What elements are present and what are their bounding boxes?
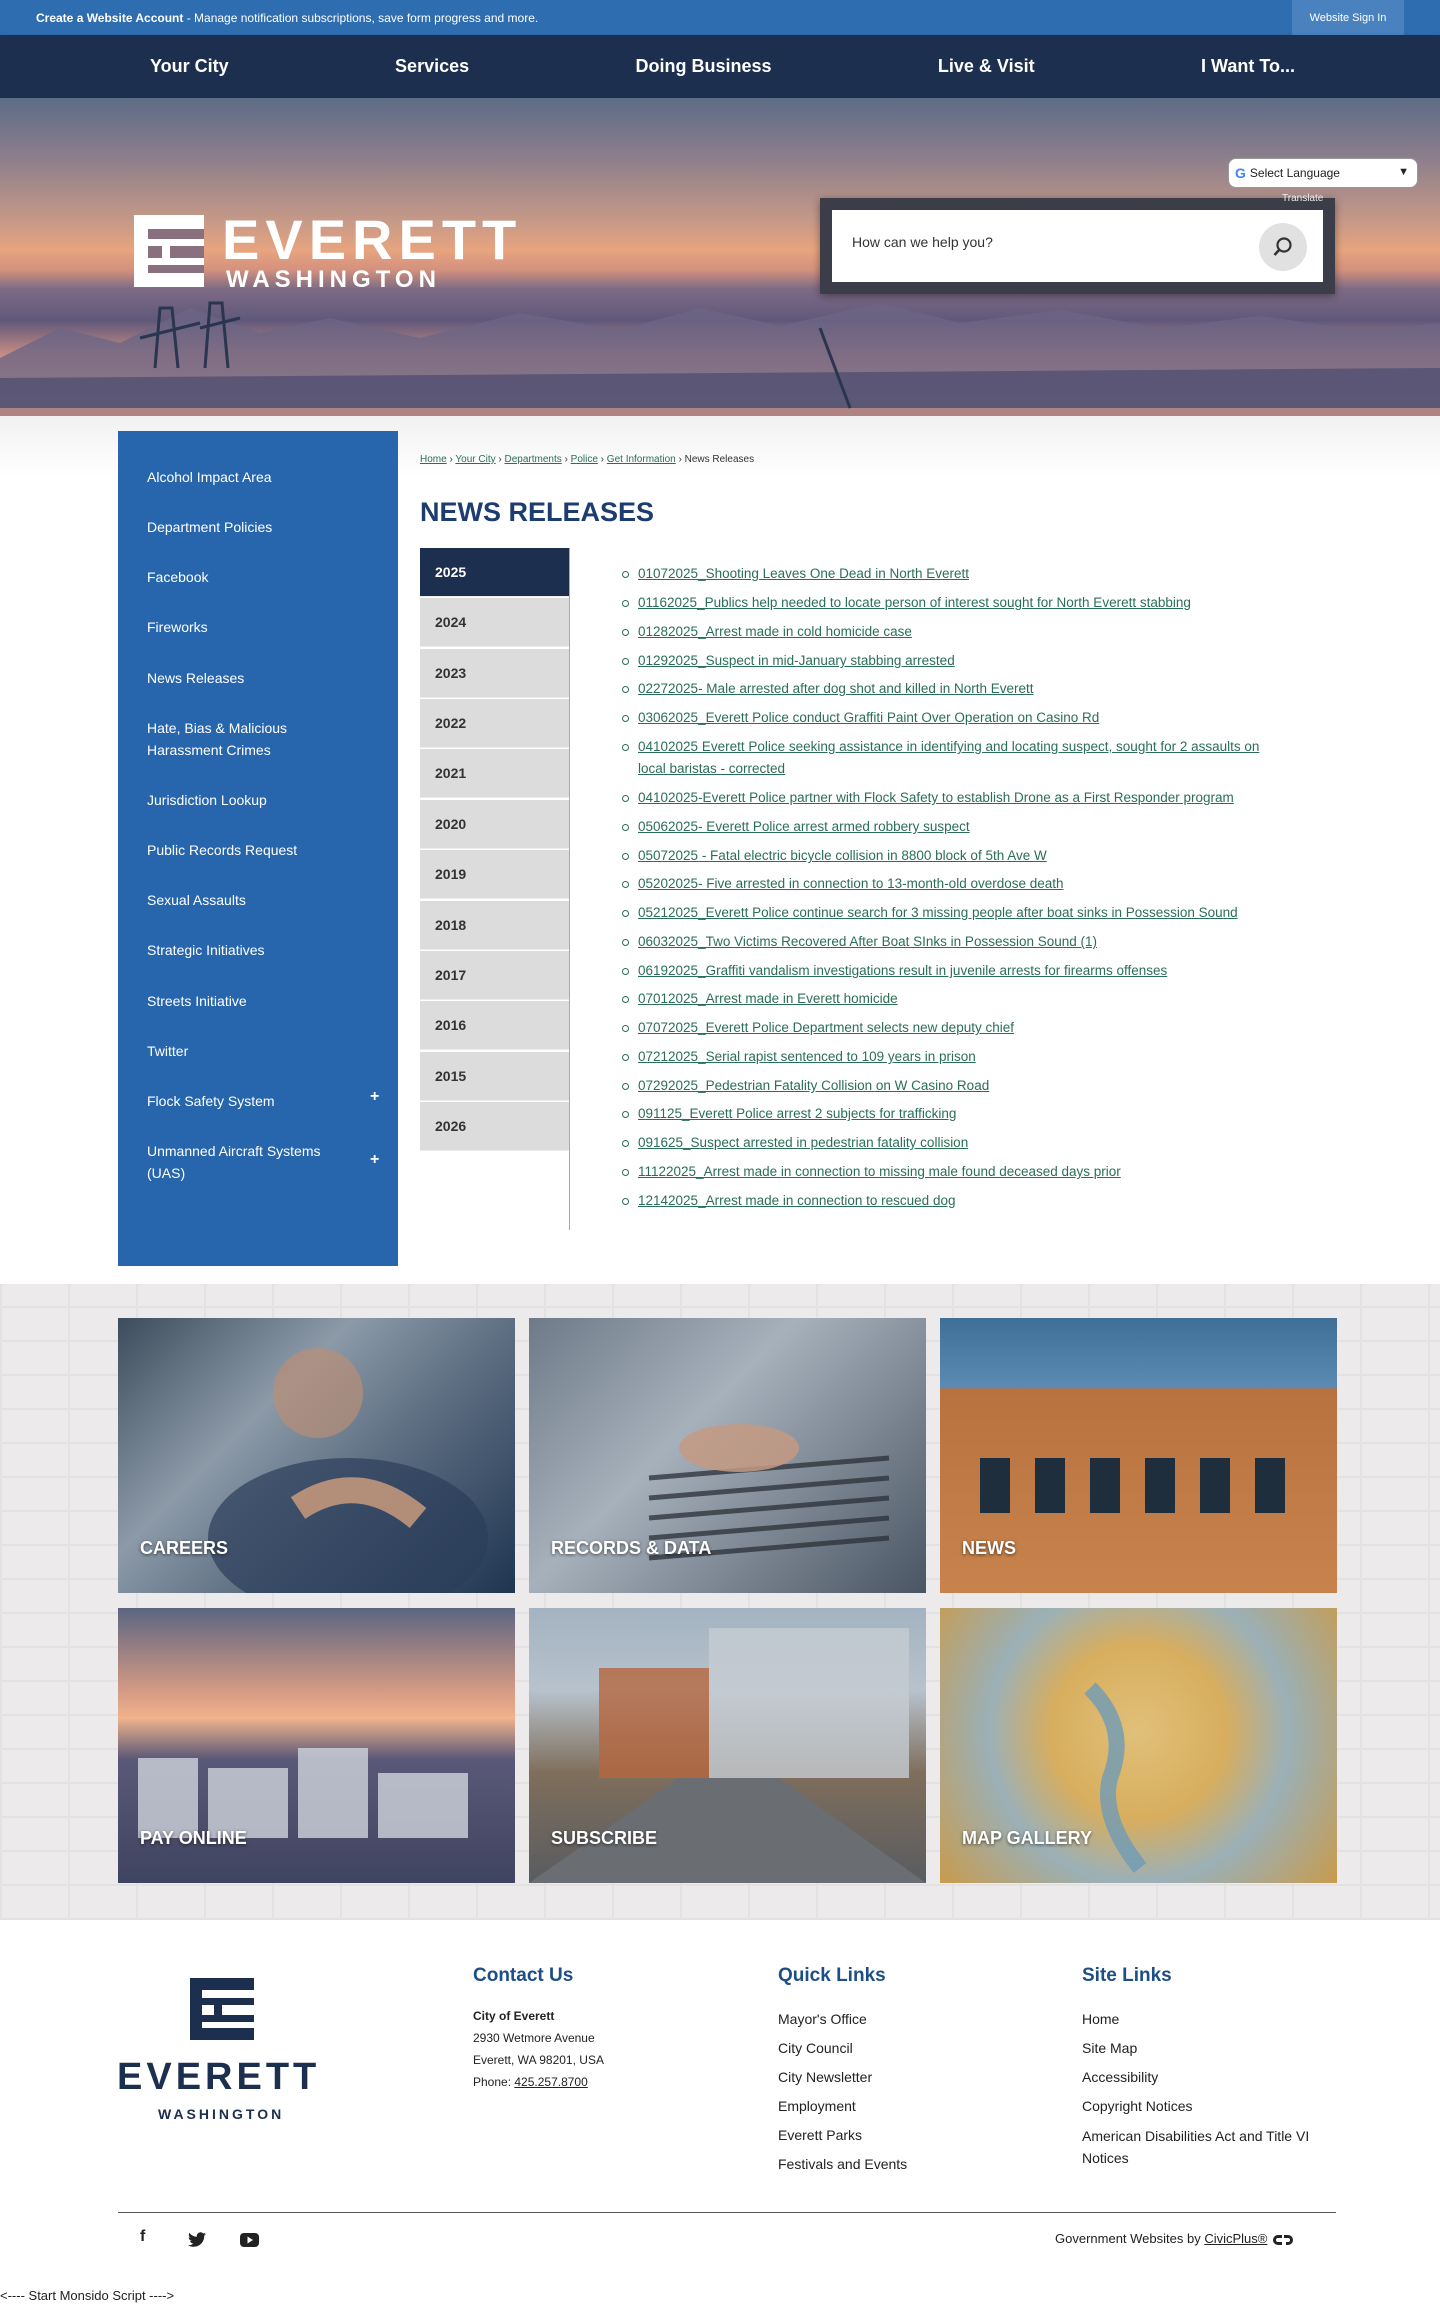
news-release-link[interactable]: 12142025_Arrest made in connection to rescued dog bbox=[638, 1193, 956, 1208]
list-bullet bbox=[622, 715, 629, 722]
sidebar-navigation bbox=[118, 431, 398, 1266]
tile-careers-label: CAREERS bbox=[140, 1538, 229, 1558]
youtube-icon[interactable] bbox=[240, 2233, 259, 2247]
news-release-link[interactable]: 06032025_Two Victims Recovered After Boat SInks in Possession Sound (1) bbox=[638, 934, 1098, 949]
tile-careers[interactable] bbox=[118, 1318, 515, 1593]
year-tab-2016[interactable]: 2016 bbox=[420, 1001, 569, 1050]
hero-banner bbox=[0, 98, 1440, 416]
quick-link-festivals-events[interactable]: Festivals and Events bbox=[778, 2156, 908, 2172]
news-release-link[interactable]: 04102025 Everett Police seeking assistance in identifying and locating suspect, sought for 2 assaults on local baristas - corrected bbox=[638, 739, 1260, 776]
site-link-ada-title-vi[interactable]: American Disabilities Act and Title VI Notices bbox=[1082, 2128, 1310, 2166]
logo-washington-text: WASHINGTON bbox=[226, 266, 441, 293]
tile-map-gallery[interactable] bbox=[940, 1608, 1337, 1883]
sidebar-item-twitter[interactable]: Twitter bbox=[147, 1043, 189, 1059]
year-tab-2025[interactable]: 2025 bbox=[420, 548, 569, 597]
news-release-link[interactable]: 05072025 - Fatal electric bicycle collision in 8800 block of 5th Ave W bbox=[638, 848, 1047, 863]
news-release-link[interactable]: 01162025_Publics help needed to locate person of interest sought for North Everett stabbing bbox=[638, 595, 1191, 610]
civicplus-link[interactable]: CivicPlus® bbox=[1204, 2231, 1268, 2246]
nav-i-want-to[interactable]: I Want To... bbox=[1201, 56, 1295, 76]
breadcrumb-home[interactable]: Home bbox=[420, 454, 447, 465]
list-bullet bbox=[622, 824, 629, 831]
footer-divider bbox=[118, 2212, 1336, 2213]
news-release-link[interactable]: 06192025_Graffiti vandalism investigations result in juvenile arrests for firearms offenses bbox=[638, 963, 1168, 978]
chevron-down-icon: ▼ bbox=[1398, 166, 1409, 178]
sidebar-item-department-policies[interactable]: Department Policies bbox=[147, 519, 273, 535]
tile-records-data[interactable] bbox=[529, 1318, 926, 1593]
sidebar-item-flock-safety-system[interactable]: Flock Safety System bbox=[147, 1093, 275, 1109]
news-release-link[interactable]: 091125_Everett Police arrest 2 subjects for trafficking bbox=[638, 1106, 957, 1121]
breadcrumb-departments[interactable]: Departments bbox=[504, 454, 562, 465]
contact-us-heading: Contact Us bbox=[473, 1965, 574, 1986]
sidebar-item-news-releases[interactable]: News Releases bbox=[147, 670, 245, 686]
quick-links-section bbox=[778, 1965, 907, 2179]
quick-link-city-newsletter[interactable]: City Newsletter bbox=[778, 2069, 873, 2085]
sidebar-item-alcohol-impact-area[interactable]: Alcohol Impact Area bbox=[147, 469, 272, 485]
breadcrumb-get-information[interactable]: Get Information bbox=[606, 454, 676, 465]
tile-news-label: NEWS bbox=[962, 1538, 1016, 1558]
page-title: NEWS RELEASES bbox=[420, 497, 655, 527]
news-release-link[interactable]: 04102025-Everett Police partner with Flock Safety to establish Drone as a First Responder program bbox=[638, 790, 1234, 805]
list-bullet bbox=[622, 658, 629, 665]
quick-link-everett-parks[interactable]: Everett Parks bbox=[778, 2127, 863, 2143]
tile-subscribe[interactable] bbox=[529, 1608, 926, 1883]
sidebar-item-fireworks[interactable]: Fireworks bbox=[147, 619, 208, 635]
news-release-link[interactable]: 07072025_Everett Police Department selects new deputy chief bbox=[638, 1020, 1014, 1035]
footer-logo[interactable] bbox=[117, 1978, 327, 2138]
news-release-link[interactable]: 091625_Suspect arrested in pedestrian fatality collision bbox=[638, 1135, 969, 1150]
year-tab-2015[interactable]: 2015 bbox=[420, 1052, 569, 1101]
contact-phone-label: Phone: bbox=[473, 2075, 515, 2089]
search-panel bbox=[820, 198, 1335, 294]
news-release-link[interactable]: 05062025- Everett Police arrest armed robbery suspect bbox=[638, 819, 970, 834]
contact-address-line-2: Everett, WA 98201, USA bbox=[473, 2053, 604, 2067]
site-search-input[interactable] bbox=[852, 234, 1232, 250]
footer-logo-mark-icon bbox=[190, 1978, 254, 2040]
main-navigation bbox=[0, 35, 1440, 98]
create-account-description: - Manage notification subscriptions, save form progress and more. bbox=[183, 11, 539, 25]
list-bullet bbox=[622, 571, 629, 578]
nav-services[interactable]: Services bbox=[395, 56, 470, 76]
list-bullet bbox=[622, 1169, 629, 1176]
list-bullet bbox=[622, 1111, 629, 1118]
gov-credit-text: Government Websites by bbox=[1055, 2231, 1205, 2246]
quick-link-employment[interactable]: Employment bbox=[778, 2098, 856, 2114]
list-bullet bbox=[622, 686, 629, 693]
create-account-link[interactable]: Create a Website Account bbox=[36, 11, 184, 25]
sidebar-item-unmanned-aircraft-systems[interactable]: Unmanned Aircraft Systems (UAS) bbox=[147, 1143, 321, 1181]
expand-uas-icon[interactable]: + bbox=[370, 1151, 380, 1168]
site-links-heading: Site Links bbox=[1082, 1965, 1172, 1986]
breadcrumb: Home › Your City › Departments › Police › Get Information › News Releases bbox=[420, 454, 755, 465]
year-tab-2019[interactable]: 2019 bbox=[420, 850, 569, 899]
year-tab-2021[interactable]: 2021 bbox=[420, 749, 569, 798]
year-tab-2024[interactable]: 2024 bbox=[420, 598, 569, 647]
top-notification-bar bbox=[0, 0, 1440, 35]
news-release-link[interactable]: 01282025_Arrest made in cold homicide case bbox=[638, 624, 912, 639]
sidebar-item-streets-initiative[interactable]: Streets Initiative bbox=[147, 993, 247, 1009]
list-bullet bbox=[622, 1083, 629, 1090]
year-tab-2020[interactable]: 2020 bbox=[420, 800, 569, 849]
site-link-home[interactable]: Home bbox=[1082, 2011, 1120, 2027]
news-release-link[interactable]: 05202025- Five arrested in connection to 13-month-old overdose death bbox=[638, 876, 1064, 891]
news-release-link[interactable]: 01072025_Shooting Leaves One Dead in North Everett bbox=[638, 566, 969, 581]
tile-subscribe-label: SUBSCRIBE bbox=[551, 1828, 658, 1848]
government-websites-credit bbox=[1055, 2231, 1295, 2246]
contact-phone bbox=[473, 2071, 604, 2093]
breadcrumb-your-city[interactable]: Your City bbox=[455, 454, 496, 465]
list-bullet bbox=[622, 881, 629, 888]
facebook-icon[interactable]: f bbox=[140, 2228, 146, 2245]
quick-links-heading: Quick Links bbox=[778, 1965, 886, 1986]
breadcrumb-police[interactable]: Police bbox=[570, 454, 598, 465]
list-bullet bbox=[622, 1140, 629, 1147]
list-bullet bbox=[622, 744, 629, 751]
nav-doing-business[interactable]: Doing Business bbox=[635, 56, 772, 76]
news-release-link[interactable]: 11122025_Arrest made in connection to missing male found deceased days prior bbox=[638, 1164, 1121, 1179]
sidebar-item-strategic-initiatives[interactable]: Strategic Initiatives bbox=[147, 942, 265, 958]
site-link-accessibility[interactable]: Accessibility bbox=[1082, 2069, 1159, 2085]
year-tab-2026[interactable]: 2026 bbox=[420, 1102, 569, 1151]
nav-your-city[interactable]: Your City bbox=[150, 56, 229, 76]
website-sign-in-button[interactable]: Website Sign In bbox=[1292, 0, 1404, 35]
contact-name: City of Everett bbox=[473, 2009, 555, 2023]
news-release-link[interactable]: 05212025_Everett Police continue search for 3 missing people after boat sinks in Possession Sound bbox=[638, 905, 1238, 920]
site-links-section bbox=[1082, 1965, 1342, 2169]
nav-live-visit[interactable]: Live & Visit bbox=[937, 56, 1035, 76]
language-select-label: Select Language bbox=[1249, 166, 1340, 180]
search-button[interactable] bbox=[1259, 223, 1307, 271]
tile-pay-online[interactable] bbox=[118, 1608, 515, 1883]
site-link-copyright-notices[interactable]: Copyright Notices bbox=[1082, 2098, 1193, 2114]
contact-phone-link[interactable]: 425.257.8700 bbox=[514, 2075, 588, 2089]
google-icon: G bbox=[1235, 165, 1246, 181]
everett-logo-mark-icon bbox=[134, 215, 204, 287]
footer-logo-washington-text: WASHINGTON bbox=[158, 2106, 285, 2122]
sidebar-item-public-records-request[interactable]: Public Records Request bbox=[147, 842, 298, 858]
list-bullet bbox=[622, 629, 629, 636]
tile-pay-online-label: PAY ONLINE bbox=[140, 1828, 247, 1848]
tile-news[interactable] bbox=[940, 1318, 1337, 1593]
list-bullet bbox=[622, 795, 629, 802]
logo-everett-text: EVERETT bbox=[222, 208, 523, 271]
list-bullet bbox=[622, 939, 629, 946]
expand-flock-safety-icon[interactable]: + bbox=[370, 1088, 380, 1105]
civicplus-logo-icon bbox=[1271, 2234, 1295, 2246]
list-bullet bbox=[622, 1198, 629, 1205]
news-release-link[interactable]: 02272025- Male arrested after dog shot and killed in North Everett bbox=[638, 681, 1034, 696]
contact-us-section bbox=[473, 1965, 604, 2093]
footer-logo-everett-text: EVERETT bbox=[117, 2056, 321, 2098]
sidebar-item-jurisdiction-lookup[interactable]: Jurisdiction Lookup bbox=[147, 792, 267, 808]
news-release-link[interactable]: 07292025_Pedestrian Fatality Collision on W Casino Road bbox=[638, 1078, 990, 1093]
site-link-site-map[interactable]: Site Map bbox=[1082, 2040, 1138, 2056]
create-account-message bbox=[36, 11, 538, 25]
tile-map-gallery-label: MAP GALLERY bbox=[962, 1828, 1093, 1848]
google-translate-label: Translate bbox=[1282, 193, 1324, 204]
contact-address-line-1: 2930 Wetmore Avenue bbox=[473, 2031, 595, 2045]
site-footer bbox=[0, 1920, 1440, 2308]
list-bullet bbox=[622, 910, 629, 917]
news-release-link[interactable]: 07212025_Serial rapist sentenced to 109 years in prison bbox=[638, 1049, 976, 1064]
list-bullet bbox=[622, 996, 629, 1003]
quick-link-city-council[interactable]: City Council bbox=[778, 2040, 853, 2056]
breadcrumb-current: News Releases bbox=[684, 454, 755, 465]
sidebar-item-sexual-assaults[interactable]: Sexual Assaults bbox=[147, 892, 246, 908]
list-bullet bbox=[622, 1025, 629, 1032]
news-release-link[interactable]: 07012025_Arrest made in Everett homicide bbox=[638, 991, 898, 1006]
search-box bbox=[832, 210, 1323, 282]
list-bullet bbox=[622, 1054, 629, 1061]
list-bullet bbox=[622, 968, 629, 975]
year-tabs bbox=[420, 548, 570, 1230]
sidebar-item-facebook[interactable]: Facebook bbox=[147, 569, 209, 585]
year-tab-2023[interactable]: 2023 bbox=[420, 649, 569, 698]
language-select[interactable] bbox=[1228, 158, 1418, 188]
twitter-icon[interactable] bbox=[188, 2232, 206, 2247]
year-tab-2022[interactable]: 2022 bbox=[420, 699, 569, 748]
sidebar-item-hate-bias[interactable]: Hate, Bias & Malicious Harassment Crimes bbox=[147, 720, 288, 758]
news-release-link[interactable]: 01292025_Suspect in mid-January stabbing arrested bbox=[638, 653, 955, 668]
monsido-script-comment: <---- Start Monsido Script ----> bbox=[0, 2288, 175, 2303]
tile-records-label: RECORDS & DATA bbox=[551, 1538, 712, 1558]
news-release-link[interactable]: 03062025_Everett Police conduct Graffiti Paint Over Operation on Casino Rd bbox=[638, 710, 1100, 725]
search-icon bbox=[1272, 236, 1294, 258]
list-bullet bbox=[622, 600, 629, 607]
year-tab-2017[interactable]: 2017 bbox=[420, 951, 569, 1000]
quick-link-mayors-office[interactable]: Mayor's Office bbox=[778, 2011, 867, 2027]
list-bullet bbox=[622, 853, 629, 860]
year-tab-2018[interactable]: 2018 bbox=[420, 901, 569, 950]
